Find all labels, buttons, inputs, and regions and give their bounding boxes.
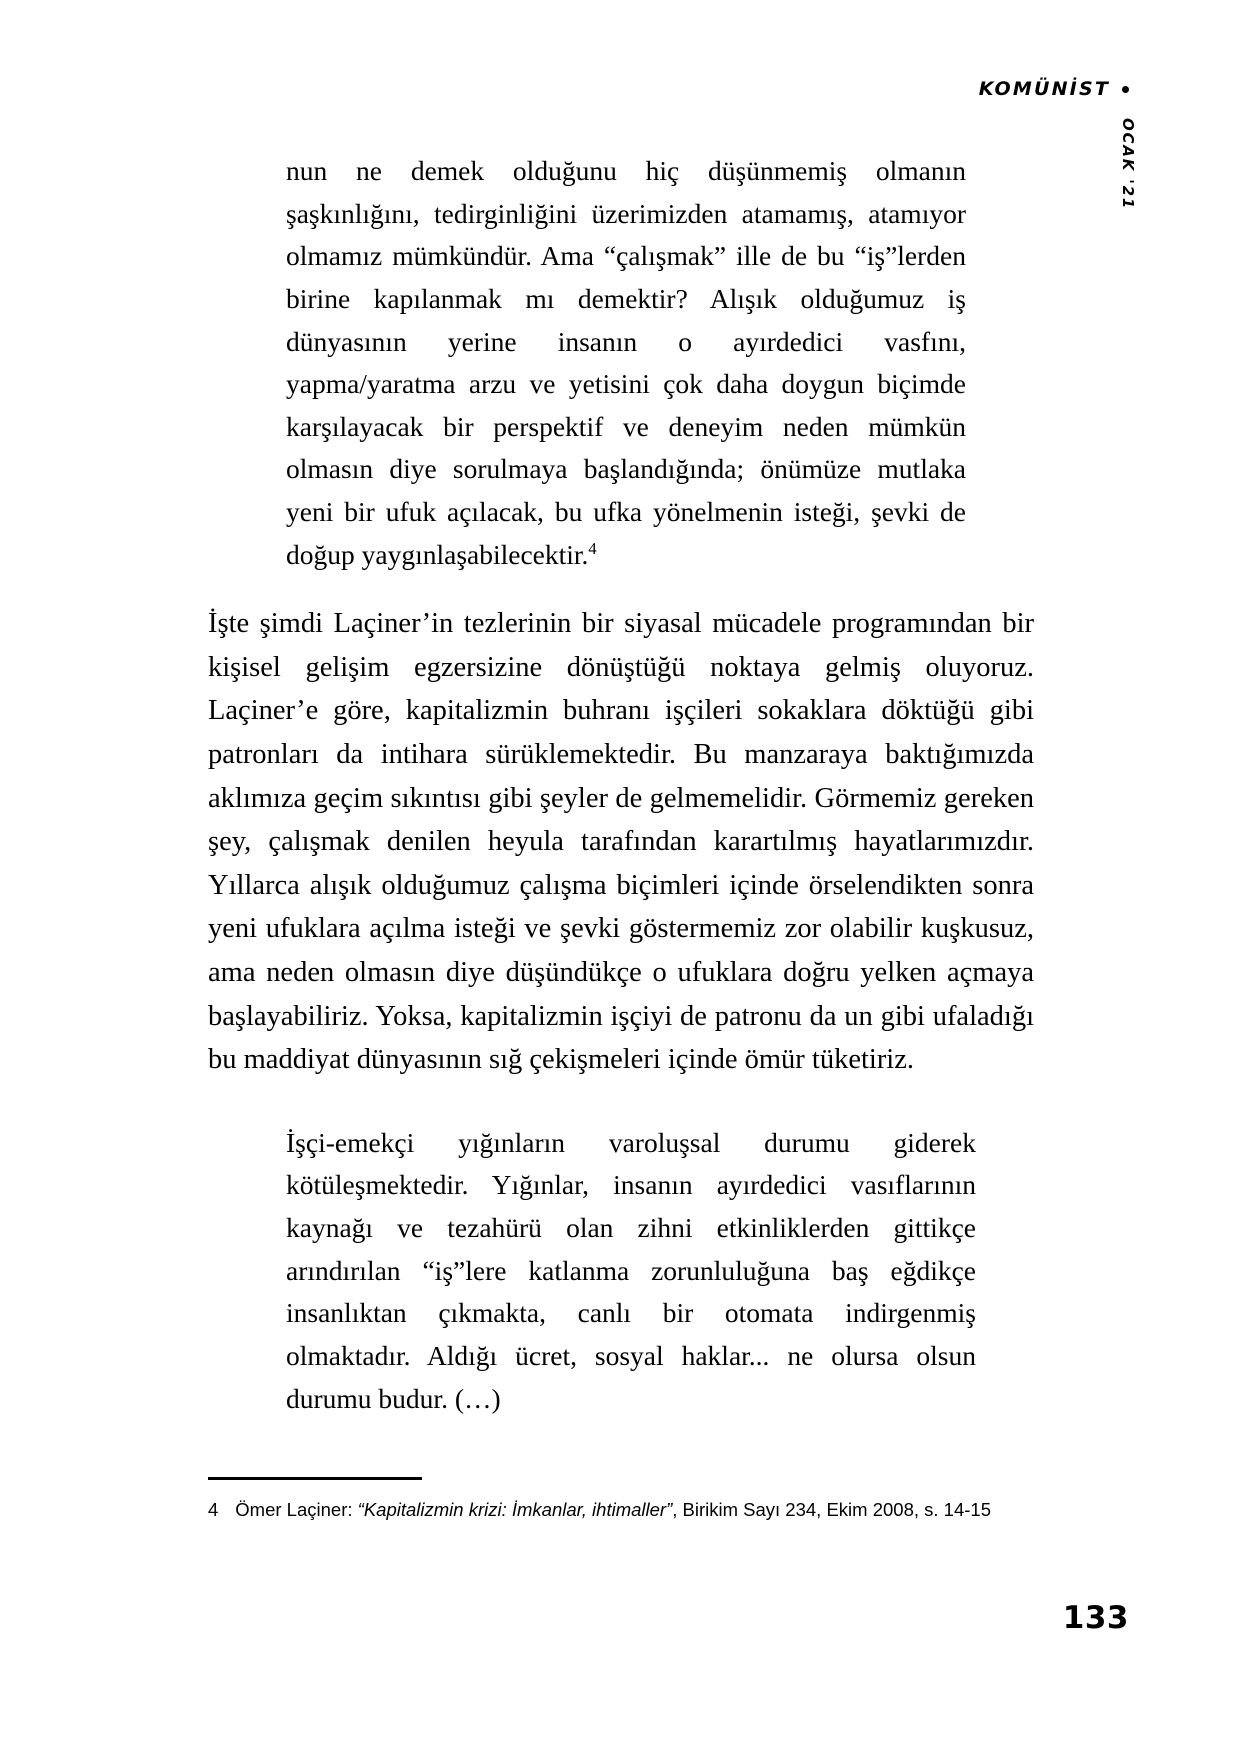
- block-quote-top: [286, 150, 966, 576]
- bullet-icon: [1122, 86, 1129, 93]
- running-head-title: KOMÜNİST: [978, 78, 1110, 100]
- block-quote-top-text: nun ne demek olduğunu hiç düşünmemiş olmanın şaşkınlığını, tedirginliğini üzerimizden atamamış, atamıyor olmamız mümkündür. Ama “çalışmak” ille de bu “iş”lerden birine kapılanmak mı demektir? Alışık olduğumuz iş dünyasının yerine insanın o ayırdedici vasfını, yapma/yaratma arzu ve yetisini çok daha doygun biçimde karşılayacak bir perspektif ve deneyim neden mümkün olmasın diye sorulmaya başlandığında; önümüze mutlaka yeni bir ufuk açılacak, bu ufka yönelmenin isteği, şevki de doğup yaygınlaşabilecektir.: [286, 155, 966, 570]
- page-content: [208, 150, 1034, 1420]
- footnote-area: [208, 1477, 1034, 1524]
- footnote-author: Ömer Laçiner:: [235, 1499, 353, 1521]
- block-quote-bottom: İşçi-emekçi yığınların varoluşsal durumu giderek kötüleşmektedir. Yığınlar, insanın ayırdedici vasıflarının kaynağı ve tezahürü olan zihni etkinliklerden gittikçe arındırılan “iş”lere katlanma zorunluluğuna baş eğdikçe insanlıktan çıkmakta, canlı bir otomata indirgenmiş olmaktadır. Aldığı ücret, sosyal haklar... ne olursa olsun durumu budur. (…): [286, 1126, 976, 1414]
- footnote-title: “Kapitalizmin krizi: İmkanlar, ihtimaller”: [357, 1499, 673, 1521]
- footnote-marker: 4: [588, 538, 597, 558]
- footnote-divider: [208, 1477, 422, 1480]
- footnote-number: 4: [208, 1499, 219, 1521]
- page-number: 133: [1062, 1600, 1129, 1636]
- issue-date-label: OCAK '21: [1119, 118, 1137, 211]
- body-paragraph: İşte şimdi Laçiner’in tezlerinin bir siyasal mücadele programından bir kişisel gelişim egzersizine dönüştüğü noktaya gelmiş oluyoruz. Laçiner’e göre, kapitalizmin buhranı işçileri sokaklara döktüğü gibi patronları da intihara sürüklemektedir. Bu manzaraya baktığımızda aklımıza geçim sıkıntısı gibi şeyler de gelmemelidir. Görmemiz gereken şey, çalışmak denilen heyula tarafından karartılmış hayatlarımızdır. Yıllarca alışık olduğumuz çalışma biçimleri içinde örselendikten sonra yeni ufuklara açılma isteği ve şevki göstermemiz zor olabilir kuşkusuz, ama neden olmasın diye düşündükçe o ufuklara doğru yelken açmaya başlayabiliriz. Yoksa, kapitalizmin işçiyi de patronu da un gibi ufaladığı bu maddiyat dünyasının sığ çekişmeleri içinde ömür tüketiriz.: [208, 608, 1034, 1076]
- footnote-text: [235, 1497, 1034, 1524]
- running-head: [979, 78, 1129, 100]
- footnote: [208, 1497, 1034, 1524]
- footnote-source: , Birikim Sayı 234, Ekim 2008, s. 14-15: [672, 1499, 991, 1521]
